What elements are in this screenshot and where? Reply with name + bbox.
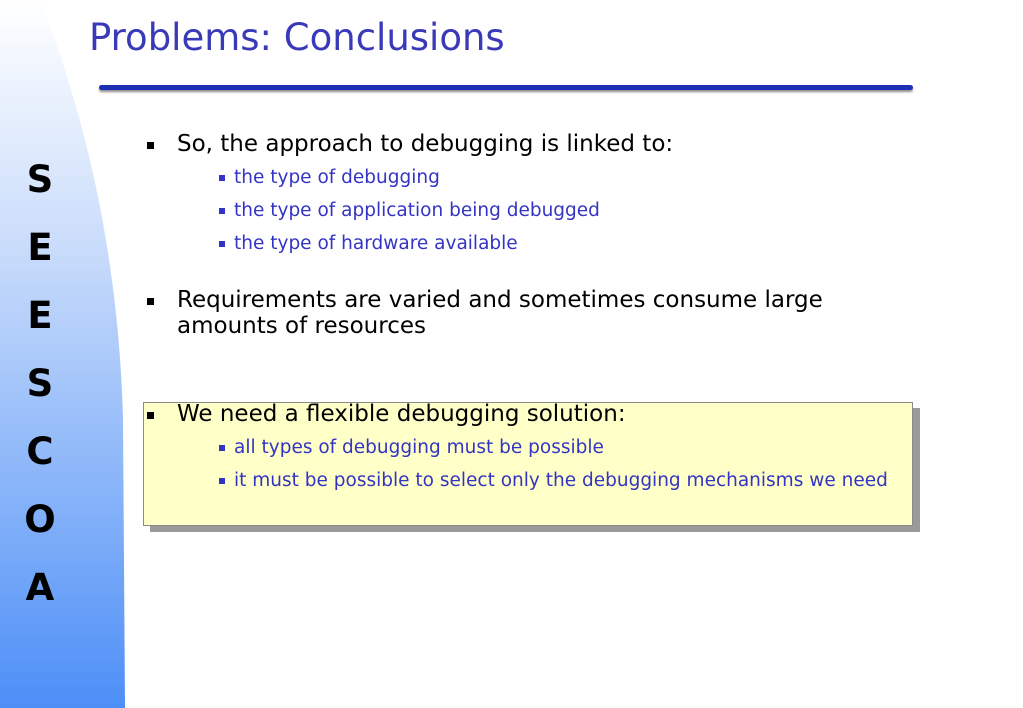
sub-bullet-item: all types of debugging must be possible [177, 437, 907, 458]
brand-letter: A [25, 566, 55, 609]
slide-title: Problems: Conclusions [89, 16, 505, 59]
brand-letter: O [24, 498, 56, 541]
sub-bullet-list [177, 437, 907, 491]
bullet-text: Requirements are varied and sometimes consume large amounts of resources [177, 287, 823, 339]
bullet-item [147, 287, 907, 339]
bullet-text: So, the approach to debugging is linked to: [177, 131, 674, 157]
sub-bullet-item: the type of debugging [177, 167, 907, 188]
brand-letters [0, 160, 80, 636]
bullet-list [147, 131, 907, 266]
bullet-text: We need a flexible debugging solution: [177, 401, 626, 427]
brand-letter: C [26, 430, 54, 473]
bullet-item [147, 131, 907, 254]
brand-letter: E [27, 226, 53, 269]
brand-letter: S [26, 362, 54, 405]
sub-bullet-item: the type of application being debugged [177, 200, 907, 221]
sub-bullet-item: the type of hardware available [177, 233, 907, 254]
brand-letter: S [26, 158, 54, 201]
brand-letter: E [27, 294, 53, 337]
bullet-list [147, 287, 907, 339]
bullet-item [147, 401, 907, 491]
bullet-list [147, 401, 907, 503]
title-divider [99, 85, 913, 90]
sub-bullet-item: it must be possible to select only the debugging mechanisms we need [177, 470, 907, 491]
sub-bullet-list [177, 167, 907, 254]
